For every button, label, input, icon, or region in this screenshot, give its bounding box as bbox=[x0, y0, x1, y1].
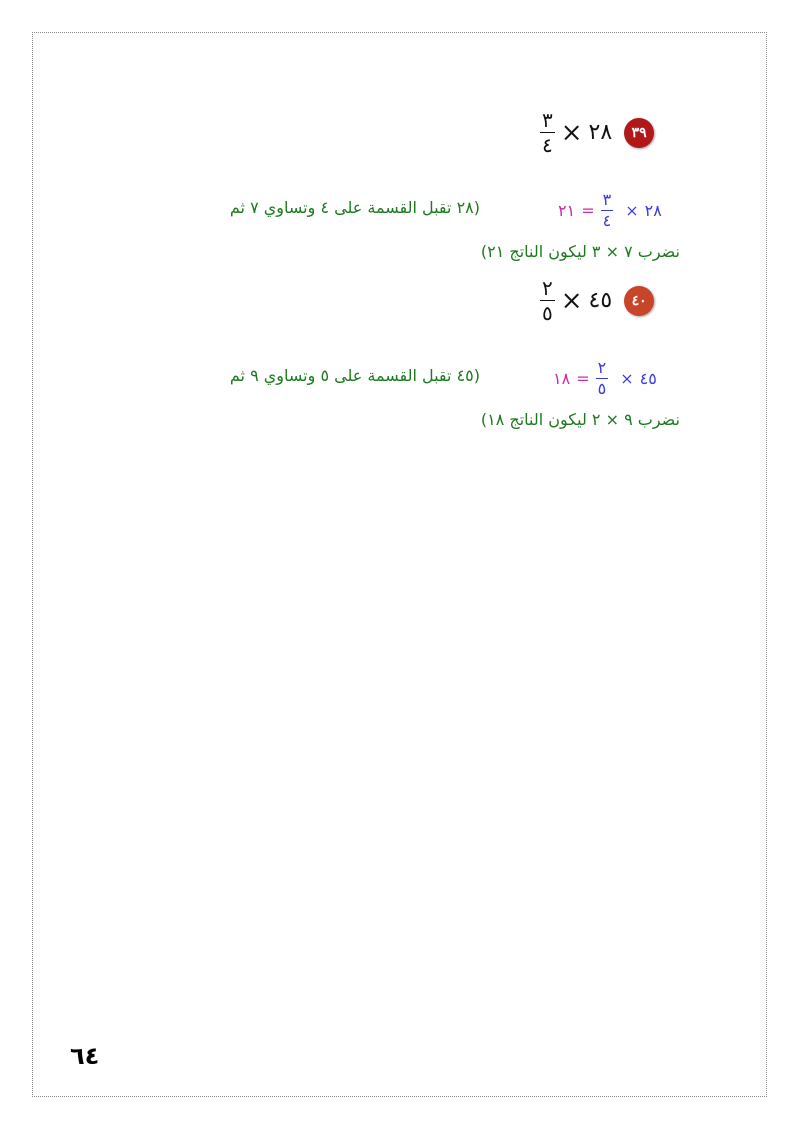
problem-40-solution bbox=[553, 360, 657, 397]
problem-39-explanation-line1: (٢٨ تقبل القسمة على ٤ وتساوي ٧ ثم bbox=[229, 198, 480, 217]
equals-sign: = bbox=[581, 201, 595, 220]
problem-40-times-sign: × bbox=[560, 285, 583, 316]
solution-denominator: ٥ bbox=[597, 379, 607, 398]
problem-39-result: ٢١ bbox=[558, 201, 576, 220]
problem-39-solution-fraction bbox=[601, 192, 614, 229]
problem-39-number-badge: ٣٩ bbox=[624, 118, 654, 148]
problem-39-whole-number: ٢٨ bbox=[588, 120, 613, 145]
solution-numerator: ٢ bbox=[597, 358, 607, 377]
problem-40-solution-fraction bbox=[596, 360, 609, 397]
problem-40-explanation-line1: (٤٥ تقبل القسمة على ٥ وتساوي ٩ ثم bbox=[229, 366, 480, 385]
problem-40-whole-number: ٤٥ bbox=[588, 288, 613, 313]
problem-39-numerator: ٣ bbox=[542, 108, 553, 132]
problem-40-solution-whole: ٤٥ bbox=[639, 369, 657, 388]
solution-numerator: ٣ bbox=[602, 190, 612, 209]
page-number: ٦٤ bbox=[70, 1042, 100, 1070]
problem-39-heading bbox=[540, 110, 654, 155]
solution-denominator: ٤ bbox=[602, 211, 612, 230]
problem-39-explanation-line2: نضرب ٧ × ٣ ليكون الناتج ٢١) bbox=[480, 242, 680, 261]
problem-39-times-sign: × bbox=[560, 117, 583, 148]
problem-40-heading bbox=[540, 278, 654, 323]
problem-39-denominator: ٤ bbox=[542, 133, 553, 157]
problem-40-numerator: ٢ bbox=[542, 276, 553, 300]
problem-39-solution-whole: ٢٨ bbox=[644, 201, 662, 220]
times-sign: × bbox=[625, 201, 639, 220]
times-sign: × bbox=[620, 369, 634, 388]
problem-40-fraction bbox=[540, 278, 555, 323]
equals-sign: = bbox=[576, 369, 590, 388]
problem-40-result: ١٨ bbox=[553, 369, 571, 388]
problem-40-number-badge: ٤٠ bbox=[624, 286, 654, 316]
problem-40-denominator: ٥ bbox=[542, 301, 553, 325]
problem-39-solution bbox=[558, 192, 662, 229]
problem-40-explanation-line2: نضرب ٩ × ٢ ليكون الناتج ١٨) bbox=[480, 410, 680, 429]
problem-39-fraction bbox=[540, 110, 555, 155]
